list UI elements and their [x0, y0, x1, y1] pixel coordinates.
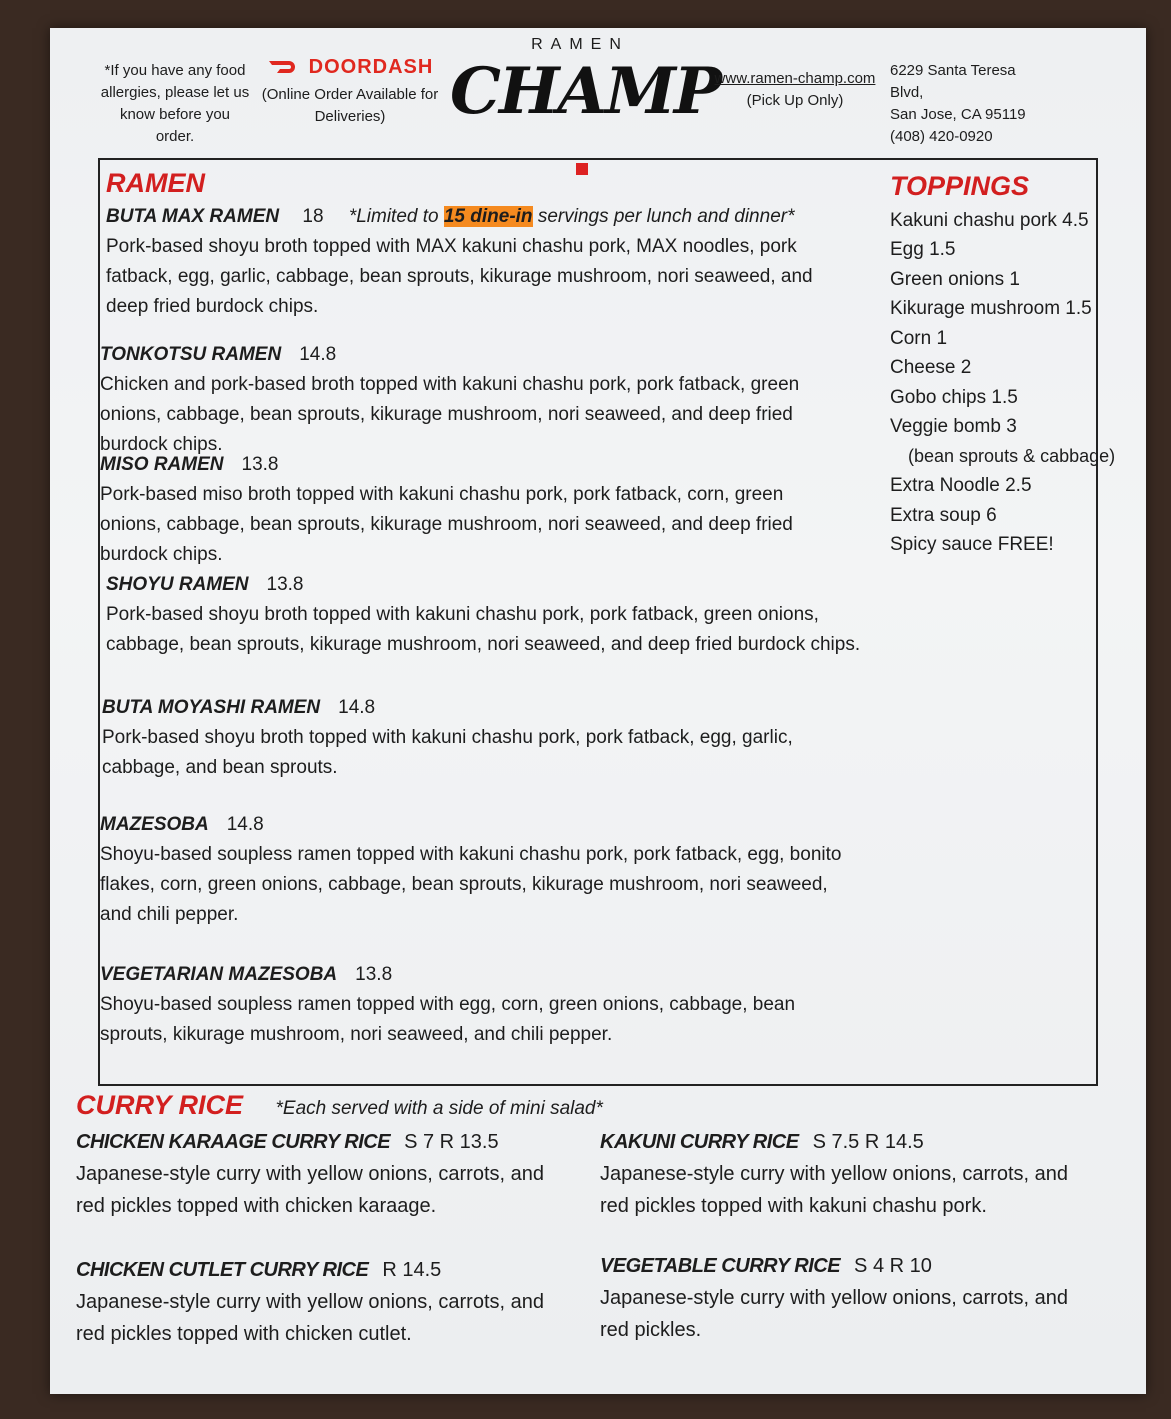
ramen-item-tonkotsu: [100, 340, 840, 460]
item-price: 13.8: [266, 574, 304, 595]
toppings-list: [890, 172, 1130, 560]
topping-item: Spicy sauce FREE!: [890, 534, 1054, 555]
item-description: Shoyu-based soupless ramen topped with kakuni chashu pork, pork fatback, egg, bonito flakes, corn, green onions, cabbage, bean sprouts, kikurage mushroom, nori seaweed, and chili pepper.: [100, 844, 842, 925]
item-description: Chicken and pork-based broth topped with kakuni chashu pork, pork fatback, green onions, cabbage, bean sprouts, kikurage mushroom, nori seaweed, and deep fried burdock chips.: [100, 374, 800, 455]
topping-item: Egg 1.5: [890, 239, 956, 260]
item-name: CHICKEN CUTLET CURRY RICE: [76, 1259, 369, 1281]
toppings-title: TOPPINGS: [890, 171, 1030, 201]
address-block: [890, 60, 1040, 148]
ramen-item-vegetarian-mazesoba: [100, 960, 860, 1050]
item-name: BUTA MOYASHI RAMEN: [102, 697, 321, 718]
allergy-note: *If you have any food allergies, please let us know before you order.: [100, 62, 250, 145]
ramen-section: [98, 158, 1116, 1086]
ramen-item-buta-moyashi: [102, 693, 842, 783]
item-description: Pork-based shoyu broth topped with kakuni chashu pork, pork fatback, egg, garlic, cabbage, and bean sprouts.: [102, 727, 793, 778]
curry-item-chicken-karaage: [76, 1126, 546, 1222]
item-price: 13.8: [355, 964, 393, 985]
address-line-2: San Jose, CA 95119: [890, 106, 1026, 123]
topping-item: Kikurage mushroom 1.5: [890, 298, 1092, 319]
item-name: KAKUNI CURRY RICE: [600, 1131, 799, 1153]
ramen-title: RAMEN: [106, 168, 205, 198]
ramen-item-shoyu: [106, 570, 866, 660]
doordash-note: (Online Order Available for Deliveries): [261, 86, 439, 125]
curry-item-kakuni: [600, 1126, 1080, 1222]
ramen-item-miso: [100, 450, 830, 570]
curry-item-vegetable: [600, 1250, 1080, 1346]
topping-item: Gobo chips 1.5: [890, 386, 1018, 408]
item-price: 14.8: [299, 344, 337, 365]
item-description: Japanese-style curry with yellow onions, carrots, and red pickles topped with chicken karaage.: [76, 1163, 544, 1217]
item-name: SHOYU RAMEN: [106, 574, 249, 595]
item-price: 14.8: [338, 697, 376, 718]
item-name: CHICKEN KARAAGE CURRY RICE: [76, 1131, 391, 1153]
website-note: (Pick Up Only): [746, 92, 844, 109]
item-price: 14.8: [226, 814, 264, 835]
logo-subtitle: RAMEN: [531, 36, 629, 53]
address-line-1: 6229 Santa Teresa Blvd,: [890, 62, 1016, 101]
curry-note: *Each served with a side of mini salad*: [275, 1098, 603, 1119]
ramen-item-buta-max: [106, 202, 856, 322]
item-header: [106, 202, 856, 232]
item-name: VEGETARIAN MAZESOBA: [100, 964, 338, 985]
item-price: S 7.5 R 14.5: [812, 1131, 924, 1153]
item-price: S 4 R 10: [854, 1255, 932, 1277]
topping-item: Extra Noodle 2.5: [890, 475, 1032, 496]
item-price: 18: [302, 206, 324, 227]
topping-item: Cheese 2: [890, 357, 972, 378]
topping-item: Veggie bomb 3: [890, 416, 1017, 437]
item-name: BUTA MAX RAMEN: [106, 206, 280, 227]
doordash-logo: [250, 56, 450, 78]
item-description: Japanese-style curry with yellow onions, carrots, and red pickles topped with kakuni chashu pork.: [600, 1163, 1068, 1217]
topping-item: Kakuni chashu pork 4.5: [890, 209, 1089, 231]
topping-item: Extra soup 6: [890, 504, 997, 526]
item-name: MISO RAMEN: [100, 454, 224, 475]
note-highlight: 15 dine-in: [443, 206, 533, 227]
item-description: Pork-based shoyu broth topped with kakuni chashu pork, pork fatback, green onions, cabbage, bean sprouts, kikurage mushroom, nori seaweed, and deep fried burdock chips.: [106, 604, 861, 655]
item-price: 13.8: [241, 454, 279, 475]
item-name: MAZESOBA: [100, 814, 209, 835]
note-text: servings per lunch and dinner*: [532, 206, 795, 227]
topping-item: Corn 1: [890, 327, 948, 349]
topping-item: Green onions 1: [890, 268, 1020, 290]
doordash-block[interactable]: [250, 56, 450, 128]
item-price: R 14.5: [382, 1259, 442, 1281]
item-price: S 7 R 13.5: [404, 1131, 499, 1153]
logo-text: CHAMP: [450, 54, 721, 129]
menu-paper: [50, 28, 1146, 1394]
curry-item-chicken-cutlet: [76, 1254, 546, 1350]
curry-title: CURRY RICE: [76, 1090, 244, 1120]
curry-header: [76, 1090, 603, 1121]
item-description: Shoyu-based soupless ramen topped with egg, corn, green onions, cabbage, bean sprouts, kikurage mushroom, nori seaweed, and chili pepper.: [100, 994, 796, 1045]
note-text: *Limited to: [348, 206, 444, 227]
website-block[interactable]: [710, 68, 880, 112]
website-link[interactable]: www.ramen-champ.com: [714, 70, 876, 87]
item-description: Pork-based shoyu broth topped with MAX kakuni chashu pork, MAX noodles, pork fatback, egg, garlic, cabbage, bean sprouts, kikurage mushroom, nori seaweed, and deep fried burdock chips.: [106, 236, 813, 317]
phone-number: (408) 420-0920: [890, 128, 993, 145]
item-description: Japanese-style curry with yellow onions, carrots, and red pickles topped with chicken cutlet.: [76, 1291, 544, 1345]
item-note: [349, 206, 795, 227]
item-description: Pork-based miso broth topped with kakuni chashu pork, pork fatback, corn, green onions, cabbage, bean sprouts, kikurage mushroom, nori seaweed, and deep fried burdock chips.: [100, 484, 793, 565]
item-name: TONKOTSU RAMEN: [100, 344, 282, 365]
ramen-item-mazesoba: [100, 810, 860, 930]
topping-item-note: (bean sprouts & cabbage): [908, 445, 1116, 466]
doordash-icon: [267, 58, 301, 76]
doordash-brand: DOORDASH: [308, 56, 434, 78]
item-description: Japanese-style curry with yellow onions, carrots, and red pickles.: [600, 1287, 1068, 1341]
item-name: VEGETABLE CURRY RICE: [600, 1255, 841, 1277]
